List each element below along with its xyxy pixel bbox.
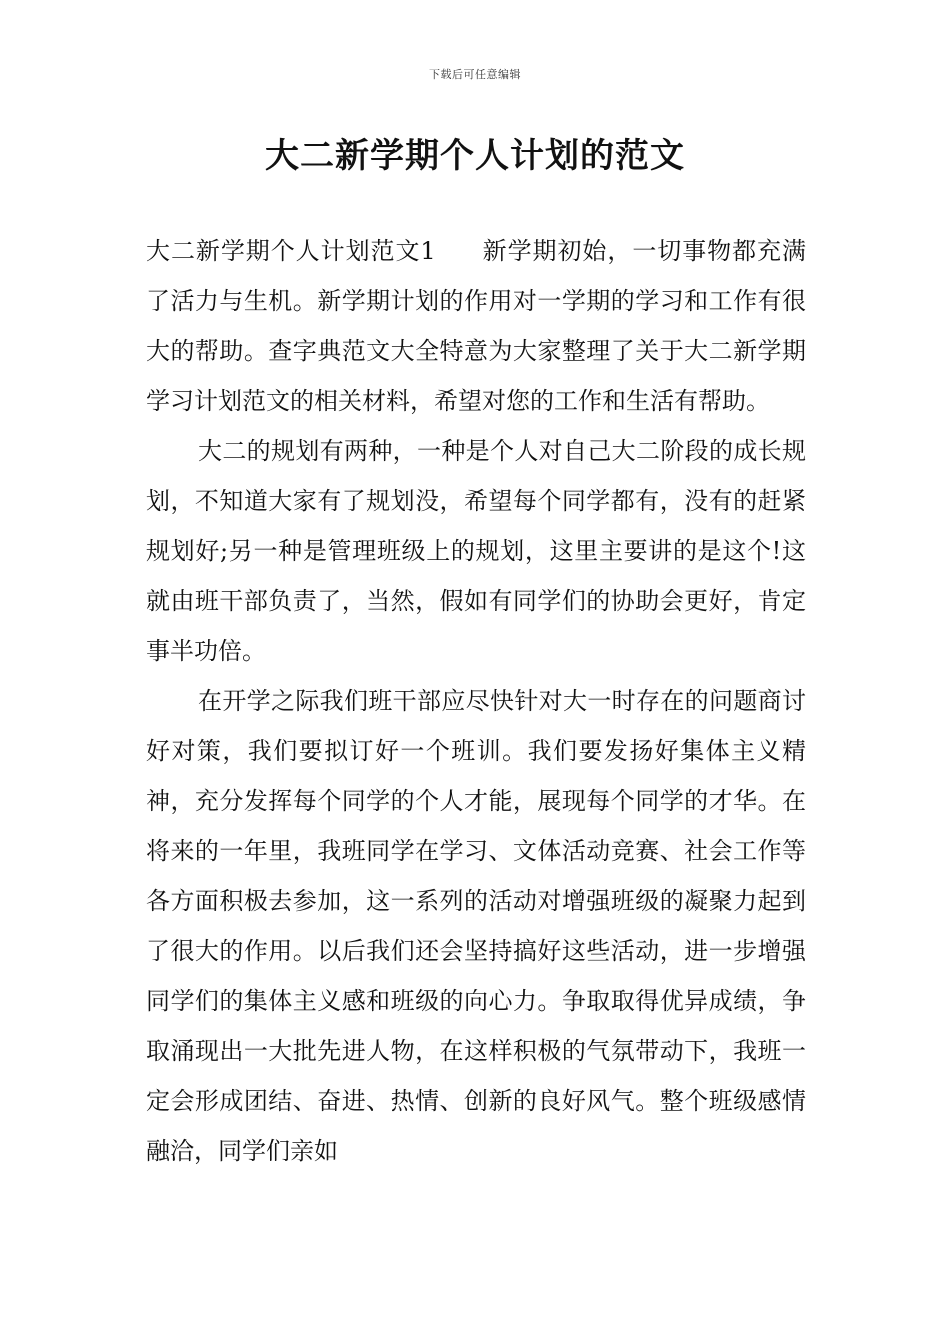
body-paragraph-1: 大二的规划有两种，一种是个人对自己大二阶段的成长规划，不知道大家有了规划没，希望每个同学都有，没有的赶紧规划好;另一种是管理班级上的规划，这里主要讲的是这个!这就由班干部负责了，当然，假如有同学们的协助会更好，肯定事半功倍。 <box>146 437 806 665</box>
document-title: 大二新学期个人计划的范文 <box>265 136 685 176</box>
intro-lead: 大二新学期个人计划范文1 <box>146 237 436 265</box>
document-body <box>146 226 806 1176</box>
intro-text: 新学期初始，一切事物都充满了活力与生机。新学期计划的作用对一学期的学习和工作有很大的帮助。查字典范文大全特意为大家整理了关于大二新学期学习计划范文的相关材料，希望对您的工作和生活有帮助。 <box>146 237 806 415</box>
intro-paragraph <box>146 226 806 426</box>
body-paragraph-2: 在开学之际我们班干部应尽快针对大一时存在的问题商讨好对策，我们要拟订好一个班训。我们要发扬好集体主义精神，充分发挥每个同学的个人才能，展现每个同学的才华。在将来的一年里，我班同学在学习、文体活动竞赛、社会工作等各方面积极去参加，这一系列的活动对增强班级的凝聚力起到了很大的作用。以后我们还会坚持搞好这些活动，进一步增强同学们的集体主义感和班级的向心力。争取取得优异成绩，争取涌现出一大批先进人物，在这样积极的气氛带动下，我班一定会形成团结、奋进、热情、创新的良好风气。整个班级感情融洽，同学们亲如 <box>146 687 806 1165</box>
page-header-note: 下载后可任意编辑 <box>429 68 521 81</box>
